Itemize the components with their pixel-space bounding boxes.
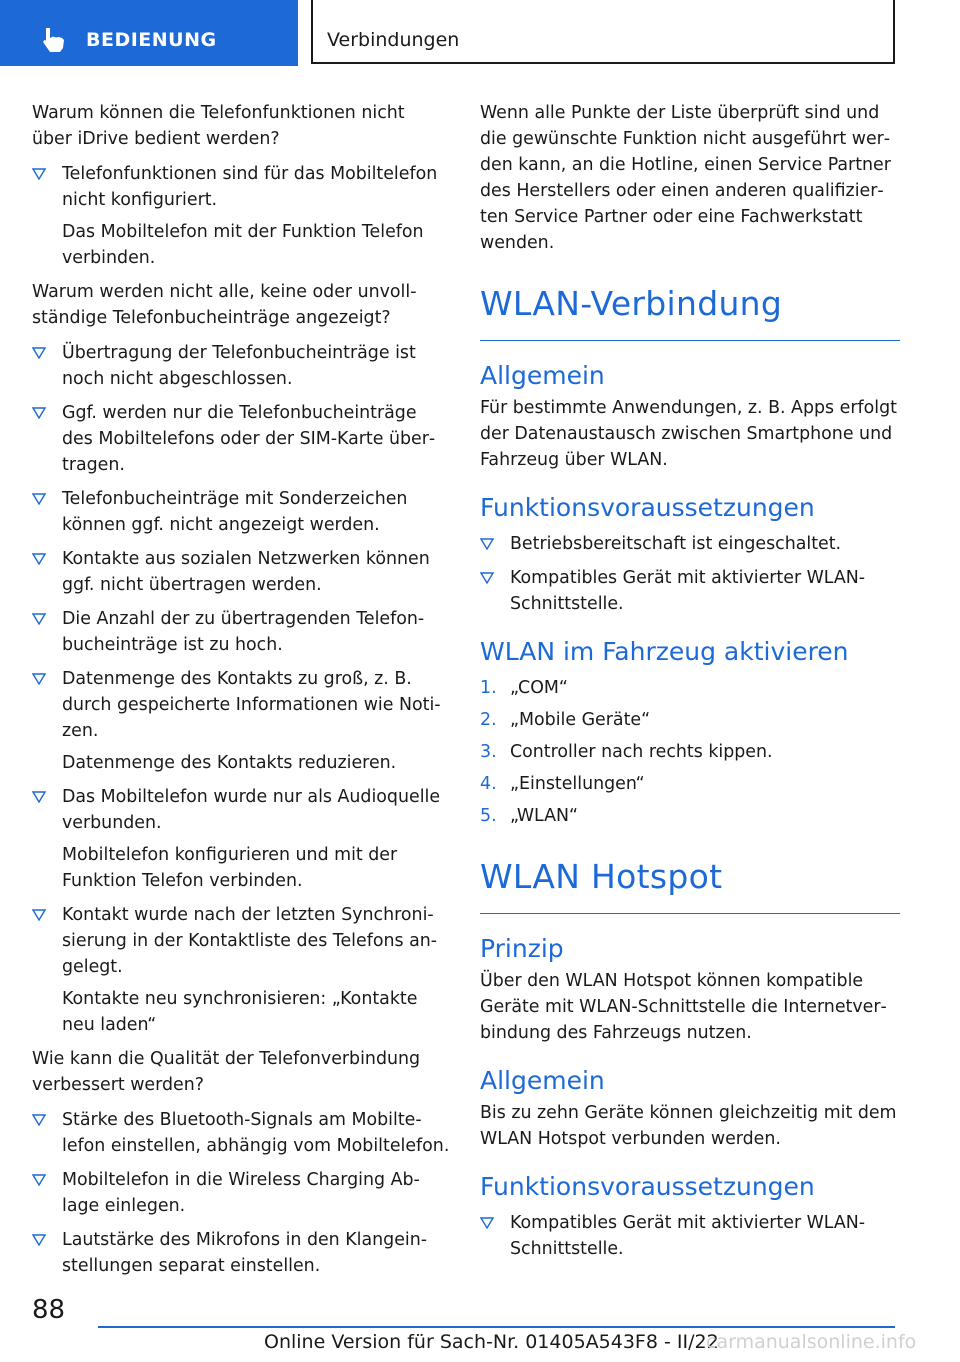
list-item: Telefonbucheinträge mit Sonderzeichen können ggf. nicht angezeigt werden. [32, 486, 450, 538]
section-tab [0, 0, 298, 66]
section-label: BEDIENUNG [86, 29, 217, 51]
step-text: „COM“ [510, 678, 568, 698]
chapter-header [311, 0, 895, 64]
list-item: Kontakte aus sozialen Netzwerken können ggf. nicht übertragen werden. [32, 546, 450, 598]
heading-wlan-aktivieren: WLAN im Fahrzeug aktivieren [480, 637, 849, 666]
triangle-bullet-icon [32, 553, 46, 565]
list-item: Kompatibles Gerät mit aktivierter WLAN-Schnittstelle. [480, 565, 900, 617]
list-item-remedy: Mobiltelefon konfigurieren und mit der Funktion Telefon verbinden. [62, 845, 398, 891]
triangle-bullet-icon [32, 493, 46, 505]
triangle-bullet-icon [32, 1174, 46, 1186]
heading-prinzip: Prinzip [480, 934, 564, 963]
list-item: Kontakt wurde nach der letzten Synchronisierung in der Kontaktliste des Telefons angelegt. [32, 902, 450, 980]
chapter-title: Verbindungen [327, 29, 460, 51]
question: Warum werden nicht alle, keine oder unvollständige Telefonbucheinträge angezeigt? [32, 282, 417, 328]
triangle-bullet-icon [480, 1217, 494, 1229]
list-item: Telefonfunktionen sind für das Mobiltelefon nicht konfiguriert. [32, 161, 450, 213]
list-item: Ggf. werden nur die Telefonbucheinträge des Mobiltelefons oder der SIM-Karte übertragen. [32, 400, 450, 478]
step-number: 5. [480, 806, 497, 826]
heading-allgemein: Allgemein [480, 1066, 605, 1095]
footer-divider [98, 1326, 895, 1328]
step-number: 3. [480, 742, 497, 762]
list-item: Kompatibles Gerät mit aktivierter WLAN-Schnittstelle. [480, 1210, 900, 1262]
triangle-bullet-icon [480, 572, 494, 584]
triangle-bullet-icon [480, 538, 494, 550]
list-item: Betriebsbereitschaft ist eingeschaltet. [480, 531, 900, 557]
step-item [480, 739, 900, 765]
step-item [480, 771, 900, 797]
left-column [32, 100, 450, 1287]
footer-watermark: carmanualsonline.info [706, 1331, 917, 1353]
heading-wlan-verbindung: WLAN-Verbindung [480, 284, 900, 341]
heading-allgemein: Allgemein [480, 361, 605, 390]
step-text: „Einstellungen“ [510, 774, 645, 794]
step-number: 4. [480, 774, 497, 794]
step-text: „Mobile Geräte“ [510, 710, 651, 730]
triangle-bullet-icon [32, 673, 46, 685]
triangle-bullet-icon [32, 347, 46, 359]
step-item [480, 707, 900, 733]
heading-funktionsvoraussetzungen: Funktionsvoraussetzungen [480, 1172, 815, 1201]
paragraph: Über den WLAN Hotspot können kompatible Geräte mit WLAN-Schnittstelle die Internetverbindung des Fahrzeugs nutzen. [480, 971, 887, 1043]
triangle-bullet-icon [32, 1234, 46, 1246]
list-item: Das Mobiltelefon wurde nur als Audioquelle verbunden. [32, 784, 450, 836]
list-item-remedy: Kontakte neu synchronisieren: „Kontakte neu laden“ [62, 989, 418, 1035]
paragraph: Bis zu zehn Geräte können gleichzeitig mit dem WLAN Hotspot verbunden werden. [480, 1103, 897, 1149]
footer-online-version: Online Version für Sach-Nr. 01405A543F8 - II/22 [264, 1331, 719, 1353]
intro-paragraph: Wenn alle Punkte der Liste überprüft sind und die gewünschte Funktion nicht ausgeführt werden kann, an die Hotline, einen Service Partner des Herstellers oder einen anderen qualifizierten Service Partner oder eine Fachwerkstatt wenden. [480, 103, 891, 253]
step-text: Controller nach rechts kippen. [510, 742, 773, 762]
triangle-bullet-icon [32, 1114, 46, 1126]
step-item [480, 675, 900, 701]
list-item: Lautstärke des Mikrofons in den Klangeinstellungen separat einstellen. [32, 1227, 450, 1279]
list-item: Stärke des Bluetooth-Signals am Mobiltelefon einstellen, abhängig vom Mobiltelefon. [32, 1107, 450, 1159]
paragraph: Für bestimmte Anwendungen, z. B. Apps erfolgt der Datenaustausch zwischen Smartphone und Fahrzeug über WLAN. [480, 398, 897, 470]
list-item: Mobiltelefon in die Wireless Charging Ablage einlegen. [32, 1167, 450, 1219]
list-item-remedy: Das Mobiltelefon mit der Funktion Telefon verbinden. [62, 222, 424, 268]
list-item: Datenmenge des Kontakts zu groß, z. B. durch gespeicherte Informationen wie Notizen. [32, 666, 450, 744]
triangle-bullet-icon [32, 613, 46, 625]
list-item-remedy: Datenmenge des Kontakts reduzieren. [62, 753, 397, 773]
heading-funktionsvoraussetzungen: Funktionsvoraussetzungen [480, 493, 815, 522]
page-number: 88 [32, 1295, 66, 1325]
hand-pointer-icon [40, 26, 70, 54]
triangle-bullet-icon [32, 791, 46, 803]
list-item: Übertragung der Telefonbucheinträge ist noch nicht abgeschlossen. [32, 340, 450, 392]
list-item: Die Anzahl der zu übertragenden Telefonbucheinträge ist zu hoch. [32, 606, 450, 658]
question: Wie kann die Qualität der Telefonverbindung verbessert werden? [32, 1049, 421, 1095]
heading-wlan-hotspot: WLAN Hotspot [480, 857, 900, 914]
step-item [480, 803, 900, 829]
question: Warum können die Telefonfunktionen nicht über iDrive bedient werden? [32, 103, 405, 149]
step-text: „WLAN“ [510, 806, 579, 826]
triangle-bullet-icon [32, 909, 46, 921]
triangle-bullet-icon [32, 407, 46, 419]
step-number: 2. [480, 710, 497, 730]
step-number: 1. [480, 678, 497, 698]
right-column [480, 100, 900, 1270]
triangle-bullet-icon [32, 168, 46, 180]
